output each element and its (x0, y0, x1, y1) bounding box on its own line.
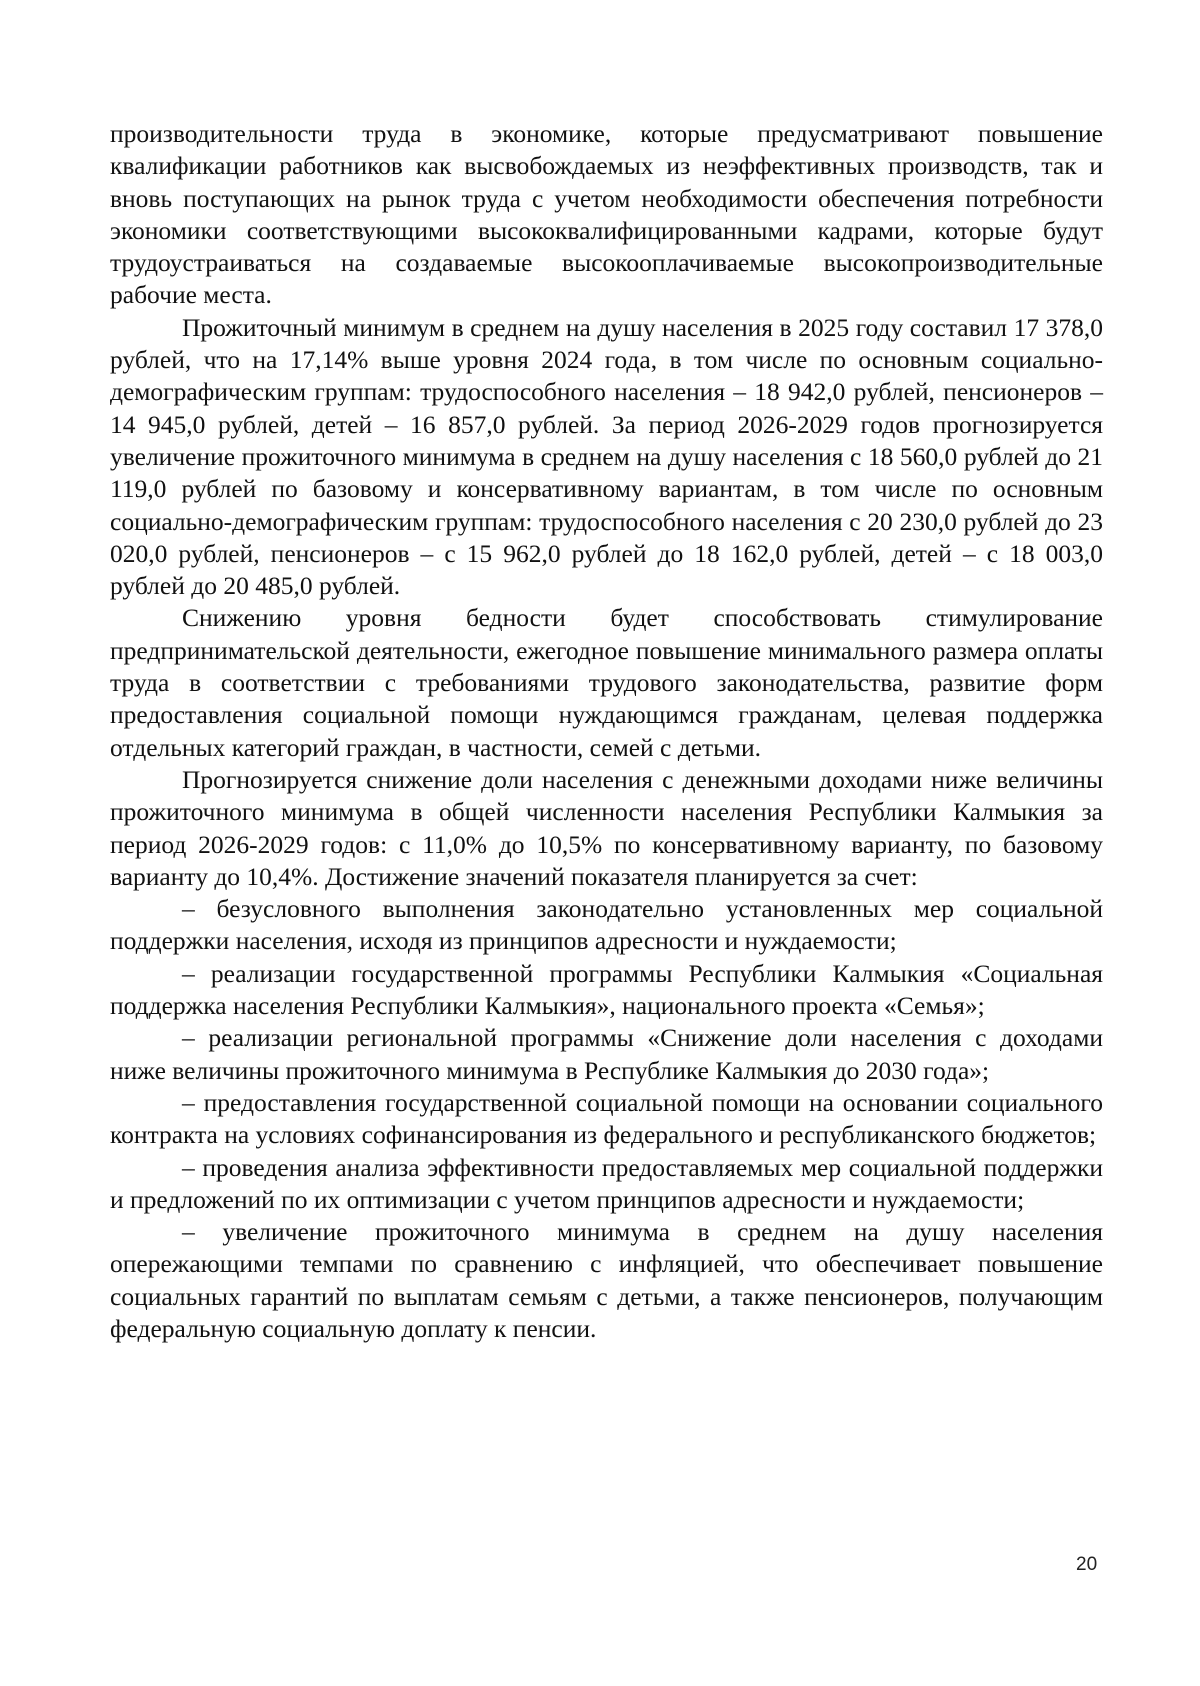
list-item-social-support-measures: – безусловного выполнения законодательно установленных мер социальной поддержки населения, исходя из принципов адресности и нуждаемости; (110, 894, 1103, 956)
list-item-social-contract: – предоставления государственной социальной помощи на основании социального контракта на условиях софинансирования из федерального и республиканского бюджетов; (110, 1087, 1103, 1150)
list-item-state-program: – реализации государственной программы Республики Калмыкия «Социальная поддержка населения Республики Калмыкия», национального проекта «Семья»; (110, 958, 1103, 1021)
page-number: 20 (1076, 1554, 1098, 1575)
paragraph-poverty-share-forecast: Прогнозируется снижение доли населения с денежными доходами ниже величины прожиточного минимума в общей численности населения Республики Калмыкия за период 2026-2029 годов: с 11,0% до 10,5% по консервативному варианту, по базовому варианту до 10,4%. Достижение значений показателя планируется за счет: (110, 764, 1103, 891)
list-item-efficiency-analysis: – проведения анализа эффективности предоставляемых мер социальной поддержки и предложений по их оптимизации с учетом принципов адресности и нуждаемости; (110, 1152, 1103, 1214)
list-item-minimum-growth: – увеличение прожиточного минимума в среднем на душу населения опережающими темпами по сравнению с инфляцией, что обеспечивает повышение социальных гарантий по выплатам семьям с детьми, а также пенсионеров, получающим федеральную социальную доплату к пенсии. (110, 1217, 1103, 1343)
document-body (110, 118, 1103, 1345)
paragraph-subsistence-minimum: Прожиточный минимум в среднем на душу населения в 2025 году составил 17 378,0 рублей, что на 17,14% выше уровня 2024 года, в том числе по основным социально-демографическим группам: трудоспособного населения – 18 942,0 рублей, пенсионеров – 14 945,0 рублей, детей – 16 857,0 рублей. За период 2026-2029 годов прогнозируется увеличение прожиточного минимума в среднем на душу населения с 18 560,0 рублей до 21 119,0 рублей по базовому и консервативному вариантам, в том числе по основным социально-демографическим группам: трудоспособного населения с 20 230,0 рублей до 23 020,0 рублей, пенсионеров – с 15 962,0 рублей до 18 162,0 рублей, детей – с 18 003,0 рублей до 20 485,0 рублей. (110, 312, 1103, 601)
paragraph-productivity-continuation: производительности труда в экономике, которые предусматривают повышение квалификации работников как высвобождаемых из неэффективных производств, так и вновь поступающих на рынок труда с учетом необходимости обеспечения потребности экономики соответствующими высококвалифицированными кадрами, которые будут трудоустраиваться на создаваемые высокооплачиваемые высокопроизводительные рабочие места. (110, 119, 1103, 310)
paragraph-poverty-reduction: Снижению уровня бедности будет способствовать стимулирование предпринимательской деятельности, ежегодное повышение минимального размера оплаты труда в соответствии с требованиями трудового законодательства, развитие форм предоставления социальной помощи нуждающимся гражданам, целевая поддержка отдельных категорий граждан, в частности, семей с детьми. (110, 603, 1103, 762)
list-item-regional-program: – реализации региональной программы «Снижение доли населения с доходами ниже величины прожиточного минимума в Республике Калмыкия до 2030 года»; (110, 1023, 1103, 1085)
